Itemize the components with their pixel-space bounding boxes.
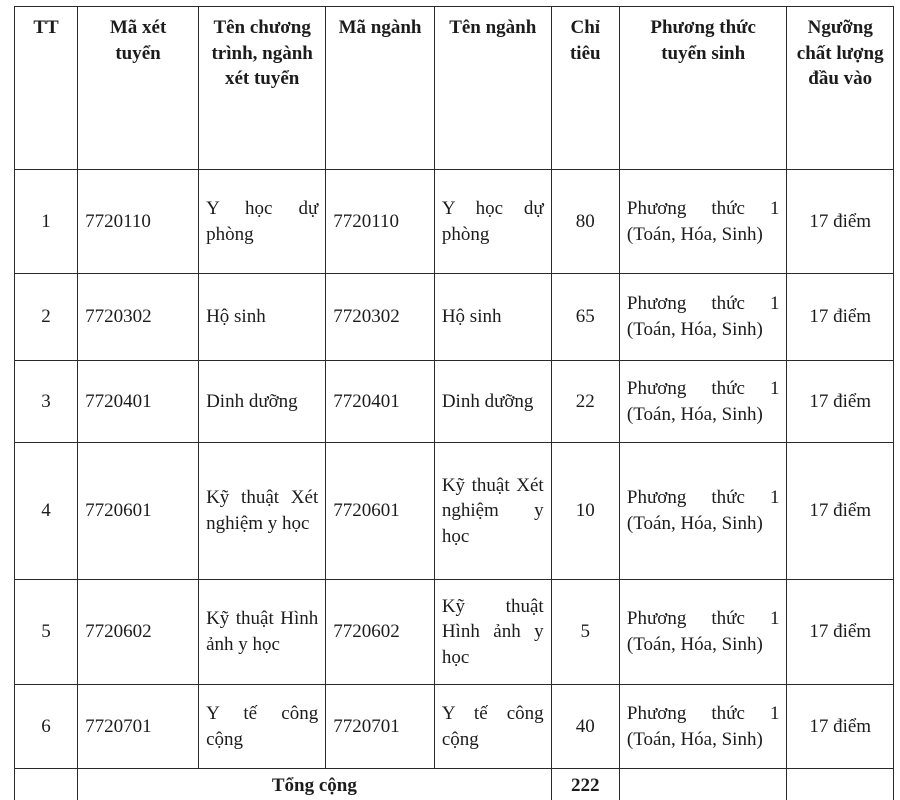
cell-ten-nganh: Dinh dưỡng: [434, 361, 551, 443]
cell-nguong: 17 điểm: [787, 685, 894, 769]
total-row: [15, 769, 894, 800]
header-chi-tieu: Chỉ tiêu: [551, 7, 619, 170]
cell-chi-tieu: 40: [551, 685, 619, 769]
table-row: [15, 685, 894, 769]
cell-ma-xet-tuyen: 7720401: [78, 361, 199, 443]
header-ma-nganh: Mã ngành: [326, 7, 435, 170]
cell-nguong: 17 điểm: [787, 170, 894, 274]
cell-ma-nganh: 7720302: [326, 274, 435, 361]
cell-phuong-thuc: Phương thức 1 (Toán, Hóa, Sinh): [619, 361, 787, 443]
total-empty-cell: [15, 769, 78, 800]
cell-tt: 1: [15, 170, 78, 274]
table-row: [15, 443, 894, 580]
cell-ma-nganh: 7720401: [326, 361, 435, 443]
cell-ten-chuong-trinh: Kỹ thuật Hình ảnh y học: [199, 580, 326, 685]
cell-ten-nganh: Y học dự phòng: [434, 170, 551, 274]
header-row: [15, 7, 894, 170]
cell-phuong-thuc: Phương thức 1 (Toán, Hóa, Sinh): [619, 274, 787, 361]
cell-ten-nganh: Hộ sinh: [434, 274, 551, 361]
cell-tt: 4: [15, 443, 78, 580]
cell-ma-xet-tuyen: 7720110: [78, 170, 199, 274]
header-ma-xet-tuyen: Mã xét tuyển: [78, 7, 199, 170]
cell-chi-tieu: 5: [551, 580, 619, 685]
total-empty-cell: [787, 769, 894, 800]
cell-ma-nganh: 7720701: [326, 685, 435, 769]
table-row: [15, 361, 894, 443]
cell-phuong-thuc: Phương thức 1 (Toán, Hóa, Sinh): [619, 685, 787, 769]
cell-ten-nganh: Kỹ thuật Hình ảnh y học: [434, 580, 551, 685]
cell-nguong: 17 điểm: [787, 580, 894, 685]
header-ten-nganh: Tên ngành: [434, 7, 551, 170]
cell-tt: 5: [15, 580, 78, 685]
total-label: Tổng cộng: [78, 769, 552, 800]
cell-nguong: 17 điểm: [787, 361, 894, 443]
cell-ten-chuong-trinh: Dinh dưỡng: [199, 361, 326, 443]
cell-phuong-thuc: Phương thức 1 (Toán, Hóa, Sinh): [619, 170, 787, 274]
header-ten-chuong-trinh: Tên chương trình, ngành xét tuyển: [199, 7, 326, 170]
header-phuong-thuc: Phương thức tuyển sinh: [619, 7, 787, 170]
admissions-table: [14, 6, 894, 800]
cell-nguong: 17 điểm: [787, 443, 894, 580]
cell-chi-tieu: 80: [551, 170, 619, 274]
total-value: 222: [551, 769, 619, 800]
cell-ten-nganh: Kỹ thuật Xét nghiệm y học: [434, 443, 551, 580]
cell-ten-chuong-trinh: Hộ sinh: [199, 274, 326, 361]
cell-phuong-thuc: Phương thức 1 (Toán, Hóa, Sinh): [619, 443, 787, 580]
cell-ten-nganh: Y tế công cộng: [434, 685, 551, 769]
cell-ma-nganh: 7720602: [326, 580, 435, 685]
cell-ma-xet-tuyen: 7720701: [78, 685, 199, 769]
cell-chi-tieu: 65: [551, 274, 619, 361]
cell-chi-tieu: 22: [551, 361, 619, 443]
cell-ten-chuong-trinh: Y học dự phòng: [199, 170, 326, 274]
table-row: [15, 580, 894, 685]
cell-ma-nganh: 7720110: [326, 170, 435, 274]
cell-tt: 3: [15, 361, 78, 443]
cell-ten-chuong-trinh: Y tế công cộng: [199, 685, 326, 769]
table-row: [15, 274, 894, 361]
cell-tt: 6: [15, 685, 78, 769]
cell-ma-xet-tuyen: 7720302: [78, 274, 199, 361]
cell-ma-xet-tuyen: 7720601: [78, 443, 199, 580]
cell-phuong-thuc: Phương thức 1 (Toán, Hóa, Sinh): [619, 580, 787, 685]
cell-ma-xet-tuyen: 7720602: [78, 580, 199, 685]
cell-tt: 2: [15, 274, 78, 361]
cell-nguong: 17 điểm: [787, 274, 894, 361]
header-nguong: Ngưỡng chất lượng đầu vào: [787, 7, 894, 170]
table-row: [15, 170, 894, 274]
cell-ma-nganh: 7720601: [326, 443, 435, 580]
cell-chi-tieu: 10: [551, 443, 619, 580]
cell-ten-chuong-trinh: Kỹ thuật Xét nghiệm y học: [199, 443, 326, 580]
total-empty-cell: [619, 769, 787, 800]
header-tt: TT: [15, 7, 78, 170]
